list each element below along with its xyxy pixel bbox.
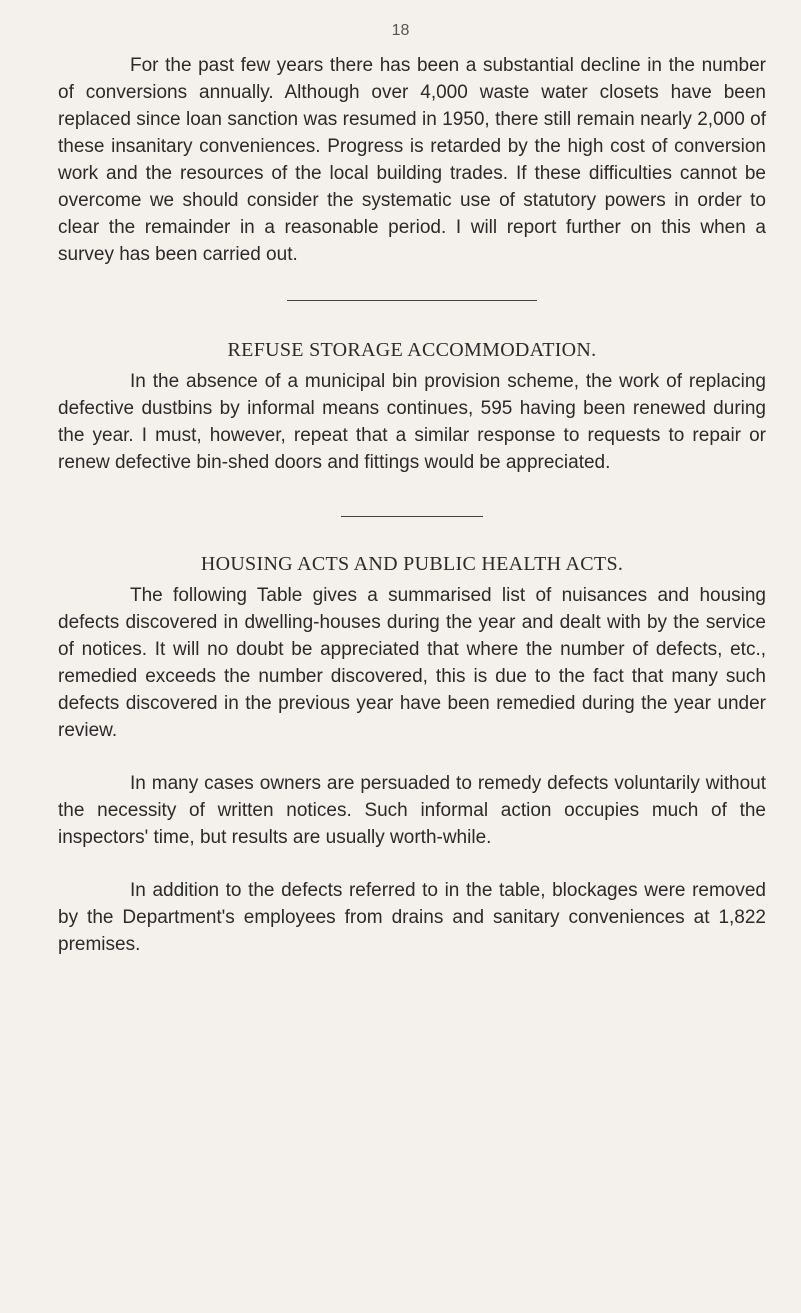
paragraph-gap [58,744,766,770]
refuse-section-paragraph: In the absence of a municipal bin provision scheme, the work of replacing defective dustbins by informal means continues, 595 having been renewed during the year. I must, however, repeat that a similar response to requests to repair or renew defective bin-shed doors and fittings would be appreciated. [58,371,766,473]
paragraph-gap [58,851,766,877]
section-divider [341,516,483,517]
page-number: 18 [391,22,410,39]
page-content [58,52,766,958]
intro-paragraph: For the past few years there has been a substantial decline in the number of conversions annually. Although over 4,000 waste water closets have been replaced since loan sanction was resumed in 1950, there still remain nearly 2,000 of these insanitary conveniences. Progress is retarded by the high cost of conversion work and the resources of the local building trades. If these difficulties cannot be overcome we should consider the systematic use of statutory powers in order to clear the remainder in a reasonable period. I will report further on this when a survey has been carried out. [58,55,766,265]
housing-section-heading: HOUSING ACTS AND PUBLIC HEALTH ACTS. [200,553,624,575]
housing-paragraph-1: The following Table gives a summarised list of nuisances and housing defects discovered in dwelling-houses during the year and dealt with by the service of notices. It will no doubt be appreciated that where the number of defects, etc., remedied exceeds the number discovered, this is due to the fact that many such defects discovered in the previous year have been remedied during the year under review. [58,585,766,741]
refuse-section-heading: REFUSE STORAGE ACCOMMODATION. [227,339,597,361]
housing-paragraph-3: In addition to the defects referred to in the table, blockages were removed by the Department's employees from drains and sanitary conveniences at 1,822 premises. [58,880,766,955]
section-divider [287,300,537,301]
housing-paragraph-2: In many cases owners are persuaded to remedy defects voluntarily without the necessity of written notices. Such informal action occupies much of the inspectors' time, but results are usually worth-while. [58,773,766,848]
